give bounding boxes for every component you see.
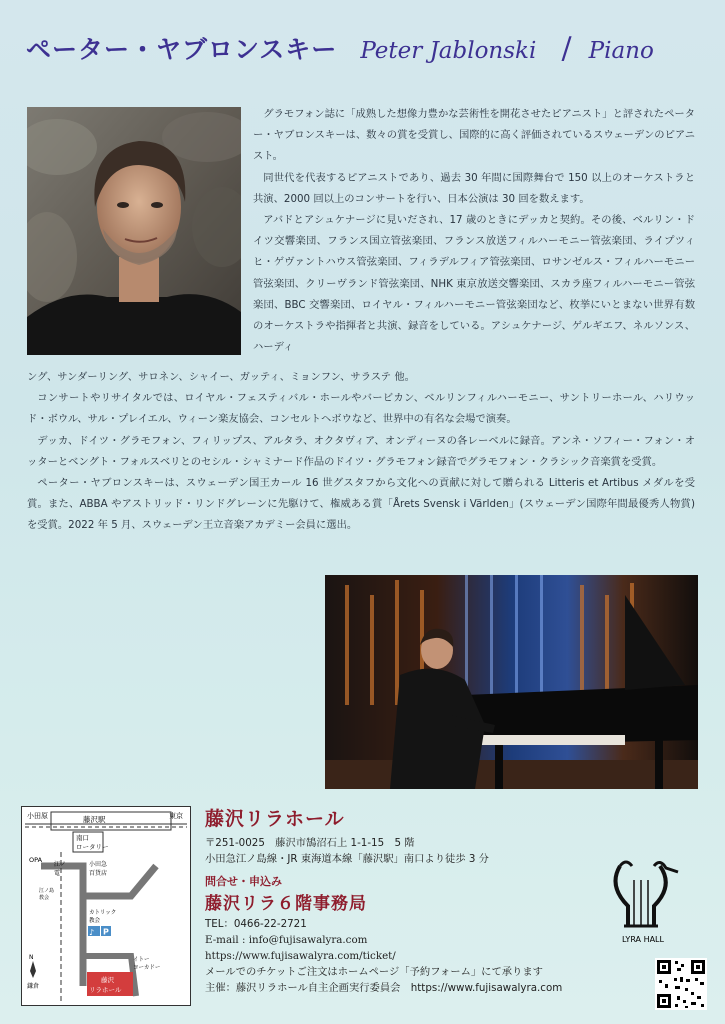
map-label-kamakura: 鎌倉 <box>27 983 40 990</box>
map-label-enoshima: 江ノ島 <box>39 888 55 894</box>
artist-name-en: Peter Jablonski <box>360 38 537 64</box>
map-label-north: N <box>29 954 34 961</box>
map-label-enoden: 江ノ <box>54 861 67 868</box>
bio-paragraph: グラモフォン誌に「成熟した想像力豊かな芸術性を開花させたピアニスト」と評されたペーター・ヤブロンスキーは、数々の賞を受賞し、国際的に高く評価されているスウェーデンのピアニスト。 <box>253 108 695 163</box>
access-map <box>21 806 191 1006</box>
lyra-hall-logo <box>598 846 688 946</box>
contact-label: 問合せ・申込み <box>205 875 282 888</box>
bio-text-bottom <box>27 367 695 537</box>
tel-number: TEL：0466-22-2721 <box>205 918 307 930</box>
map-label-odakyu-dept: 百貨店 <box>89 870 108 877</box>
artist-portrait-photo <box>27 107 241 355</box>
bio-paragraph: アバドとアシュケナージに見いだされ、17 歳のときにデッカと契約。その後、ベルリン・ドイツ交響楽団、フランス国立管弦楽団、フランス放送フィルハーモニー管弦楽団、ライプツィヒ・ゲヴァントハウス管弦楽団、フィラデルフィア管弦楽団、ロサンゼルス・フィルハーモニー管弦楽団、クリーヴランド管弦楽団、NHK 東京放送交響楽団、スカラ座フィルハーモニー管弦楽団、BBC 交響楽団、ロイヤル・フィルハーモニー管弦楽団など、枚挙にいとまない世界有数のオーケストラや指揮者と共演、録音をしている。アシュケナージ、ゲルギエフ、ネルソンス、ハーディ <box>253 214 695 354</box>
map-label-enoden: 電 <box>54 870 61 877</box>
map-label-odakyu-dept: 小田急 <box>89 861 108 868</box>
map-label-rotary: 南口 <box>76 834 89 842</box>
bio-paragraph: コンサートやリサイタルでは、ロイヤル・フェスティバル・ホールやバービカン、ベルリンフィルハーモニー、サントリーホール、ハリウッド・ボウル、サル・プレイエル、ウィーン楽友協会、コンセルトヘボウなど、世界中の有名な会場で演奏。 <box>27 392 695 426</box>
bio-paragraph: ペーター・ヤブロンスキーは、スウェーデン国王カール 16 世グスタフから文化への貢献に対して贈られる Litteris et Artibus メダルを受賞。また、ABBA やアストリッド・リンドグレーンに先駆けて、権威ある賞「Årets Svensk i Världen」(スウェーデン国際年間最優秀人物賞) を受賞。2022 年 5 月、スウェーデン王立音楽アカデミー会員に選出。 <box>27 477 695 532</box>
map-label-rotary: ロータリー <box>76 843 109 851</box>
page-title <box>26 30 654 66</box>
hall-name: 藤沢リラホール <box>205 808 345 830</box>
title-slash: / <box>561 31 572 66</box>
map-lyra-icon: ♪ <box>89 928 95 937</box>
bio-paragraph: 同世代を代表するピアニストであり、過去 30 年間に国際舞台で 150 以上のオーケストラと共演、2000 回以上のコンサートを行い、日本公演は 30 回を数えます。 <box>253 171 695 205</box>
bio-text-top <box>253 104 695 358</box>
bio-paragraph-continued: ング、サンダーリング、サロネン、シャイー、ガッティ、ミョンフン、サラステ 他。 <box>27 371 415 383</box>
ticket-url-link[interactable]: https://www.fujisawalyra.com/ticket/ <box>205 950 396 962</box>
map-label-catholic: 教会 <box>89 918 101 924</box>
performance-photo <box>325 575 698 789</box>
map-label-itoyokado: イトー <box>133 957 150 963</box>
organizer: 主催：藤沢リラホール自主企画実行委員会 https://www.fujisawalyra.com <box>205 982 563 994</box>
artist-name-ja: ペーター・ヤブロンスキー <box>26 35 338 64</box>
hall-info <box>205 804 562 996</box>
map-label-station: 藤沢駅 <box>83 815 106 824</box>
email-link[interactable]: E-mail : info@fujisawalyra.com <box>205 934 368 946</box>
map-label-catholic: カトリック <box>89 910 117 916</box>
instrument-label: Piano <box>588 38 654 64</box>
map-label-enoshima: 教会 <box>39 895 50 901</box>
map-label-tokyo: 東京 <box>169 812 183 820</box>
map-label-opa: OPA <box>29 856 43 864</box>
map-hall-marker: 藤沢 <box>101 976 114 984</box>
office-name: 藤沢リラ６階事務局 <box>205 894 367 914</box>
hall-access: 小田急江ノ島線・JR 東海道本線「藤沢駅」南口より徒歩 3 分 <box>205 853 489 865</box>
map-parking-icon: P <box>103 927 109 937</box>
bio-paragraph: デッカ、ドイツ・グラモフォン、フィリップス、アルタラ、オクタヴィア、オンディーヌの各レーベルに録音。アンネ・ソフィー・フォン・オッターとベングト・フォルスベリとのセシル・シャミナード作品のドイツ・グラモフォン録音でグラモフォン・クラシック音楽賞を受賞。 <box>27 434 695 468</box>
mail-note: メールでのチケットご注文はホームページ「予約フォーム」にて承ります <box>205 966 543 978</box>
hall-address: 〒251-0025 藤沢市鵠沼石上 1-1-15 5 階 <box>205 837 415 849</box>
map-hall-marker: リラホール <box>89 986 122 994</box>
map-label-odakyu: 小田原 <box>27 812 48 820</box>
logo-text: LYRA HALL <box>622 935 664 944</box>
qr-code[interactable] <box>655 958 707 1010</box>
map-label-itoyokado: ヨーカドー <box>133 965 161 971</box>
